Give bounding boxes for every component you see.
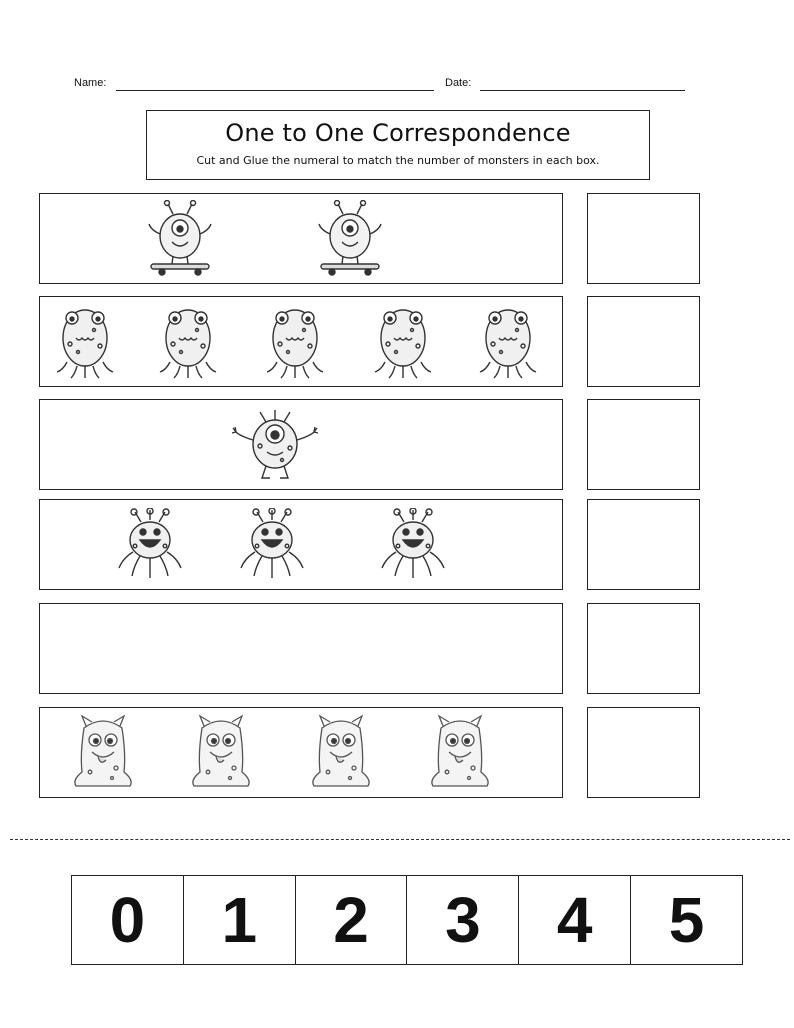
numeral-card-4[interactable]: 4	[519, 876, 631, 964]
horned-blob-monster-icon	[186, 714, 256, 790]
date-line[interactable]	[480, 90, 685, 91]
octopus-monster-icon	[368, 304, 438, 380]
answer-box-5[interactable]	[587, 603, 700, 694]
answer-box-1[interactable]	[587, 193, 700, 284]
horned-blob-monster-icon	[68, 714, 138, 790]
count-row-3	[39, 399, 563, 490]
count-row-2	[39, 296, 563, 387]
horned-blob-monster-icon	[425, 714, 495, 790]
name-label: Name:	[74, 77, 107, 89]
octopus-monster-icon	[153, 304, 223, 380]
octopus-monster-icon	[50, 304, 120, 380]
cyclops-monster-icon	[230, 406, 320, 482]
numeral-card-5[interactable]: 5	[668, 884, 705, 956]
octopus-monster-icon	[260, 304, 330, 380]
octopus-monster-icon	[473, 304, 543, 380]
answer-box-6[interactable]	[587, 707, 700, 798]
antenna-monster-icon	[115, 508, 185, 584]
count-row-5	[39, 603, 563, 694]
worksheet-title: One to One Correspondence	[225, 119, 571, 147]
numeral-card-3[interactable]: 3	[407, 876, 519, 964]
count-row-4	[39, 499, 563, 590]
numeral-card-0[interactable]: 0	[72, 876, 184, 964]
cut-line	[10, 839, 790, 840]
skateboard-monster-icon	[315, 200, 385, 276]
antenna-monster-icon	[237, 508, 307, 584]
date-label: Date:	[445, 77, 472, 89]
horned-blob-monster-icon	[306, 714, 376, 790]
numeral-strip	[71, 875, 743, 965]
name-line[interactable]	[116, 90, 434, 91]
count-row-1	[39, 193, 563, 284]
numeral-card-1[interactable]: 1	[184, 876, 296, 964]
answer-box-2[interactable]	[587, 296, 700, 387]
worksheet-instructions: Cut and Glue the numeral to match the number of monsters in each box.	[196, 154, 600, 167]
answer-box-4[interactable]	[587, 499, 700, 590]
antenna-monster-icon	[378, 508, 448, 584]
title-box	[146, 110, 650, 180]
skateboard-monster-icon	[145, 200, 215, 276]
answer-box-3[interactable]	[587, 399, 700, 490]
count-row-6	[39, 707, 563, 798]
numeral-card-2[interactable]: 2	[296, 876, 408, 964]
